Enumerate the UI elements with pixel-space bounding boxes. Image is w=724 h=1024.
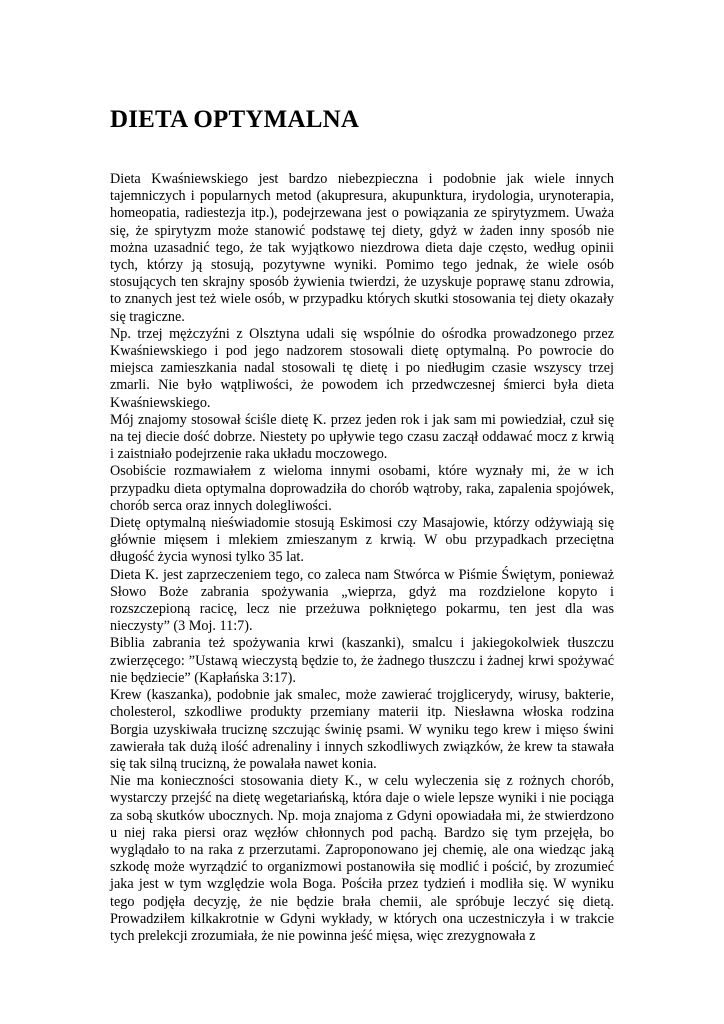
paragraph: Biblia zabrania też spożywania krwi (kaszanki), smalcu i jakiegokolwiek tłuszczu zwierzęcego: ”Ustawą wieczystą będzie to, że żadnego tłuszczu i żadnej krwi spożywać nie będziecie” (Kapłańska 3:17). bbox=[110, 635, 614, 686]
paragraph: Dieta Kwaśniewskiego jest bardzo niebezpieczna i podobnie jak wiele innych tajemniczych i popularnych metod (akupresura, akupunktura, irydologia, urynoterapia, homeopatia, radiestezja itp.), podejrzewana jest o powiązania ze spirytyzmem. Uważa się, że spirytyzm może stanowić podstawę tej diety, gdyż w żaden inny sposób nie można uzasadnić tego, że tak wyjątkowo niezdrowa dieta daje często, według opinii tych, którzy ją stosują, pozytywne wyniki. Pomimo tego jednak, że wiele osób stosujących ten skrajny sposób żywienia twierdzi, że uzyskuje poprawę stanu zdrowia, to znanych jest też wiele osób, w przypadku których skutki stosowania tej diety okazały się tragiczne. bbox=[110, 171, 614, 325]
document-title: DIETA OPTYMALNA bbox=[110, 106, 360, 133]
paragraph: Nie ma konieczności stosowania diety K., w celu wyleczenia się z rożnych chorób, wystarczy przejść na dietę wegetariańską, która daje o wiele lepsze wyniki i nie pociąga za sobą skutków ubocznych. Np. moja znajoma z Gdyni opowiadała mi, że stwierdzono u niej raka piersi oraz węzłów chłonnych pod pachą. Bardzo się tym przejęła, bo wyglądało to na raka z przerzutami. Zaproponowano jej chemię, ale ona wiedząc jaką szkodę może wyrządzić to organizmowi postanowiła się modlić i pościć, by zrozumieć jaka jest w tym względzie wola Boga. Pościła przez tydzień i modliła się. W wyniku tego podjęła decyzję, że nie będzie brała chemii, ale spróbuje leczyć się dietą. Prowadziłem kilkakrotnie w Gdyni wykłady, w których ona uczestniczyła i w trakcie tych prelekcji zrozumiała, że nie powinna jeść mięsa, więc zrezygnowała z bbox=[110, 773, 614, 944]
document-page bbox=[110, 105, 614, 945]
paragraph: Mój znajomy stosował ściśle dietę K. przez jeden rok i jak sam mi powiedział, czuł się na tej diecie dość dobrze. Niestety po upływie tego czasu zaczął oddawać mocz z krwią i zaistniało podejrzenie raka układu moczowego. bbox=[110, 411, 614, 463]
document-body bbox=[110, 171, 614, 945]
paragraph: Dietę optymalną nieświadomie stosują Eskimosi czy Masajowie, którzy odżywiają się głównie mięsem i mlekiem zmieszanym z krwią. W obu przypadkach przeciętna długość życia wynosi tylko 35 lat. bbox=[110, 515, 614, 566]
paragraph: Osobiście rozmawiałem z wieloma innymi osobami, które wyznały mi, że w ich przypadku dieta optymalna doprowadziła do chorób wątroby, raka, zapalenia spojówek, chorób serca oraz innych dolegliwości. bbox=[110, 463, 614, 514]
paragraph: Np. trzej mężczyźni z Olsztyna udali się wspólnie do ośrodka prowadzonego przez Kwaśniewskiego i pod jego nadzorem stosowali dietę optymalną. Po powrocie do miejsca zamieszkania nadal stosowali tę dietę i po niedługim czasie wszyscy trzej zmarli. Nie było wątpliwości, że powodem ich przedwczesnej śmierci była dieta Kwaśniewskiego. bbox=[110, 325, 614, 411]
paragraph: Dieta K. jest zaprzeczeniem tego, co zaleca nam Stwórca w Piśmie Świętym, ponieważ Słowo Boże zabrania spożywania „wieprza, gdyż ma rozdzielone kopyto i rozszczepioną racicę, lecz nie przeżuwa połkniętego pokarmu, ten jest dla was nieczysty” (3 Moj. 11:7). bbox=[110, 566, 614, 635]
paragraph: Krew (kaszanka), podobnie jak smalec, może zawierać trojglicerydy, wirusy, bakterie, cholesterol, szkodliwe produkty przemiany materii itp. Niesławna włoska rodzina Borgia uzyskiwała truciznę szczując świnię psami. W wyniku tego krew i mięso świni zawierała tak dużą ilość adrenaliny i innych szkodliwych związków, że krew ta stawała się tak silną trucizną, że powalała nawet konia. bbox=[110, 687, 614, 772]
